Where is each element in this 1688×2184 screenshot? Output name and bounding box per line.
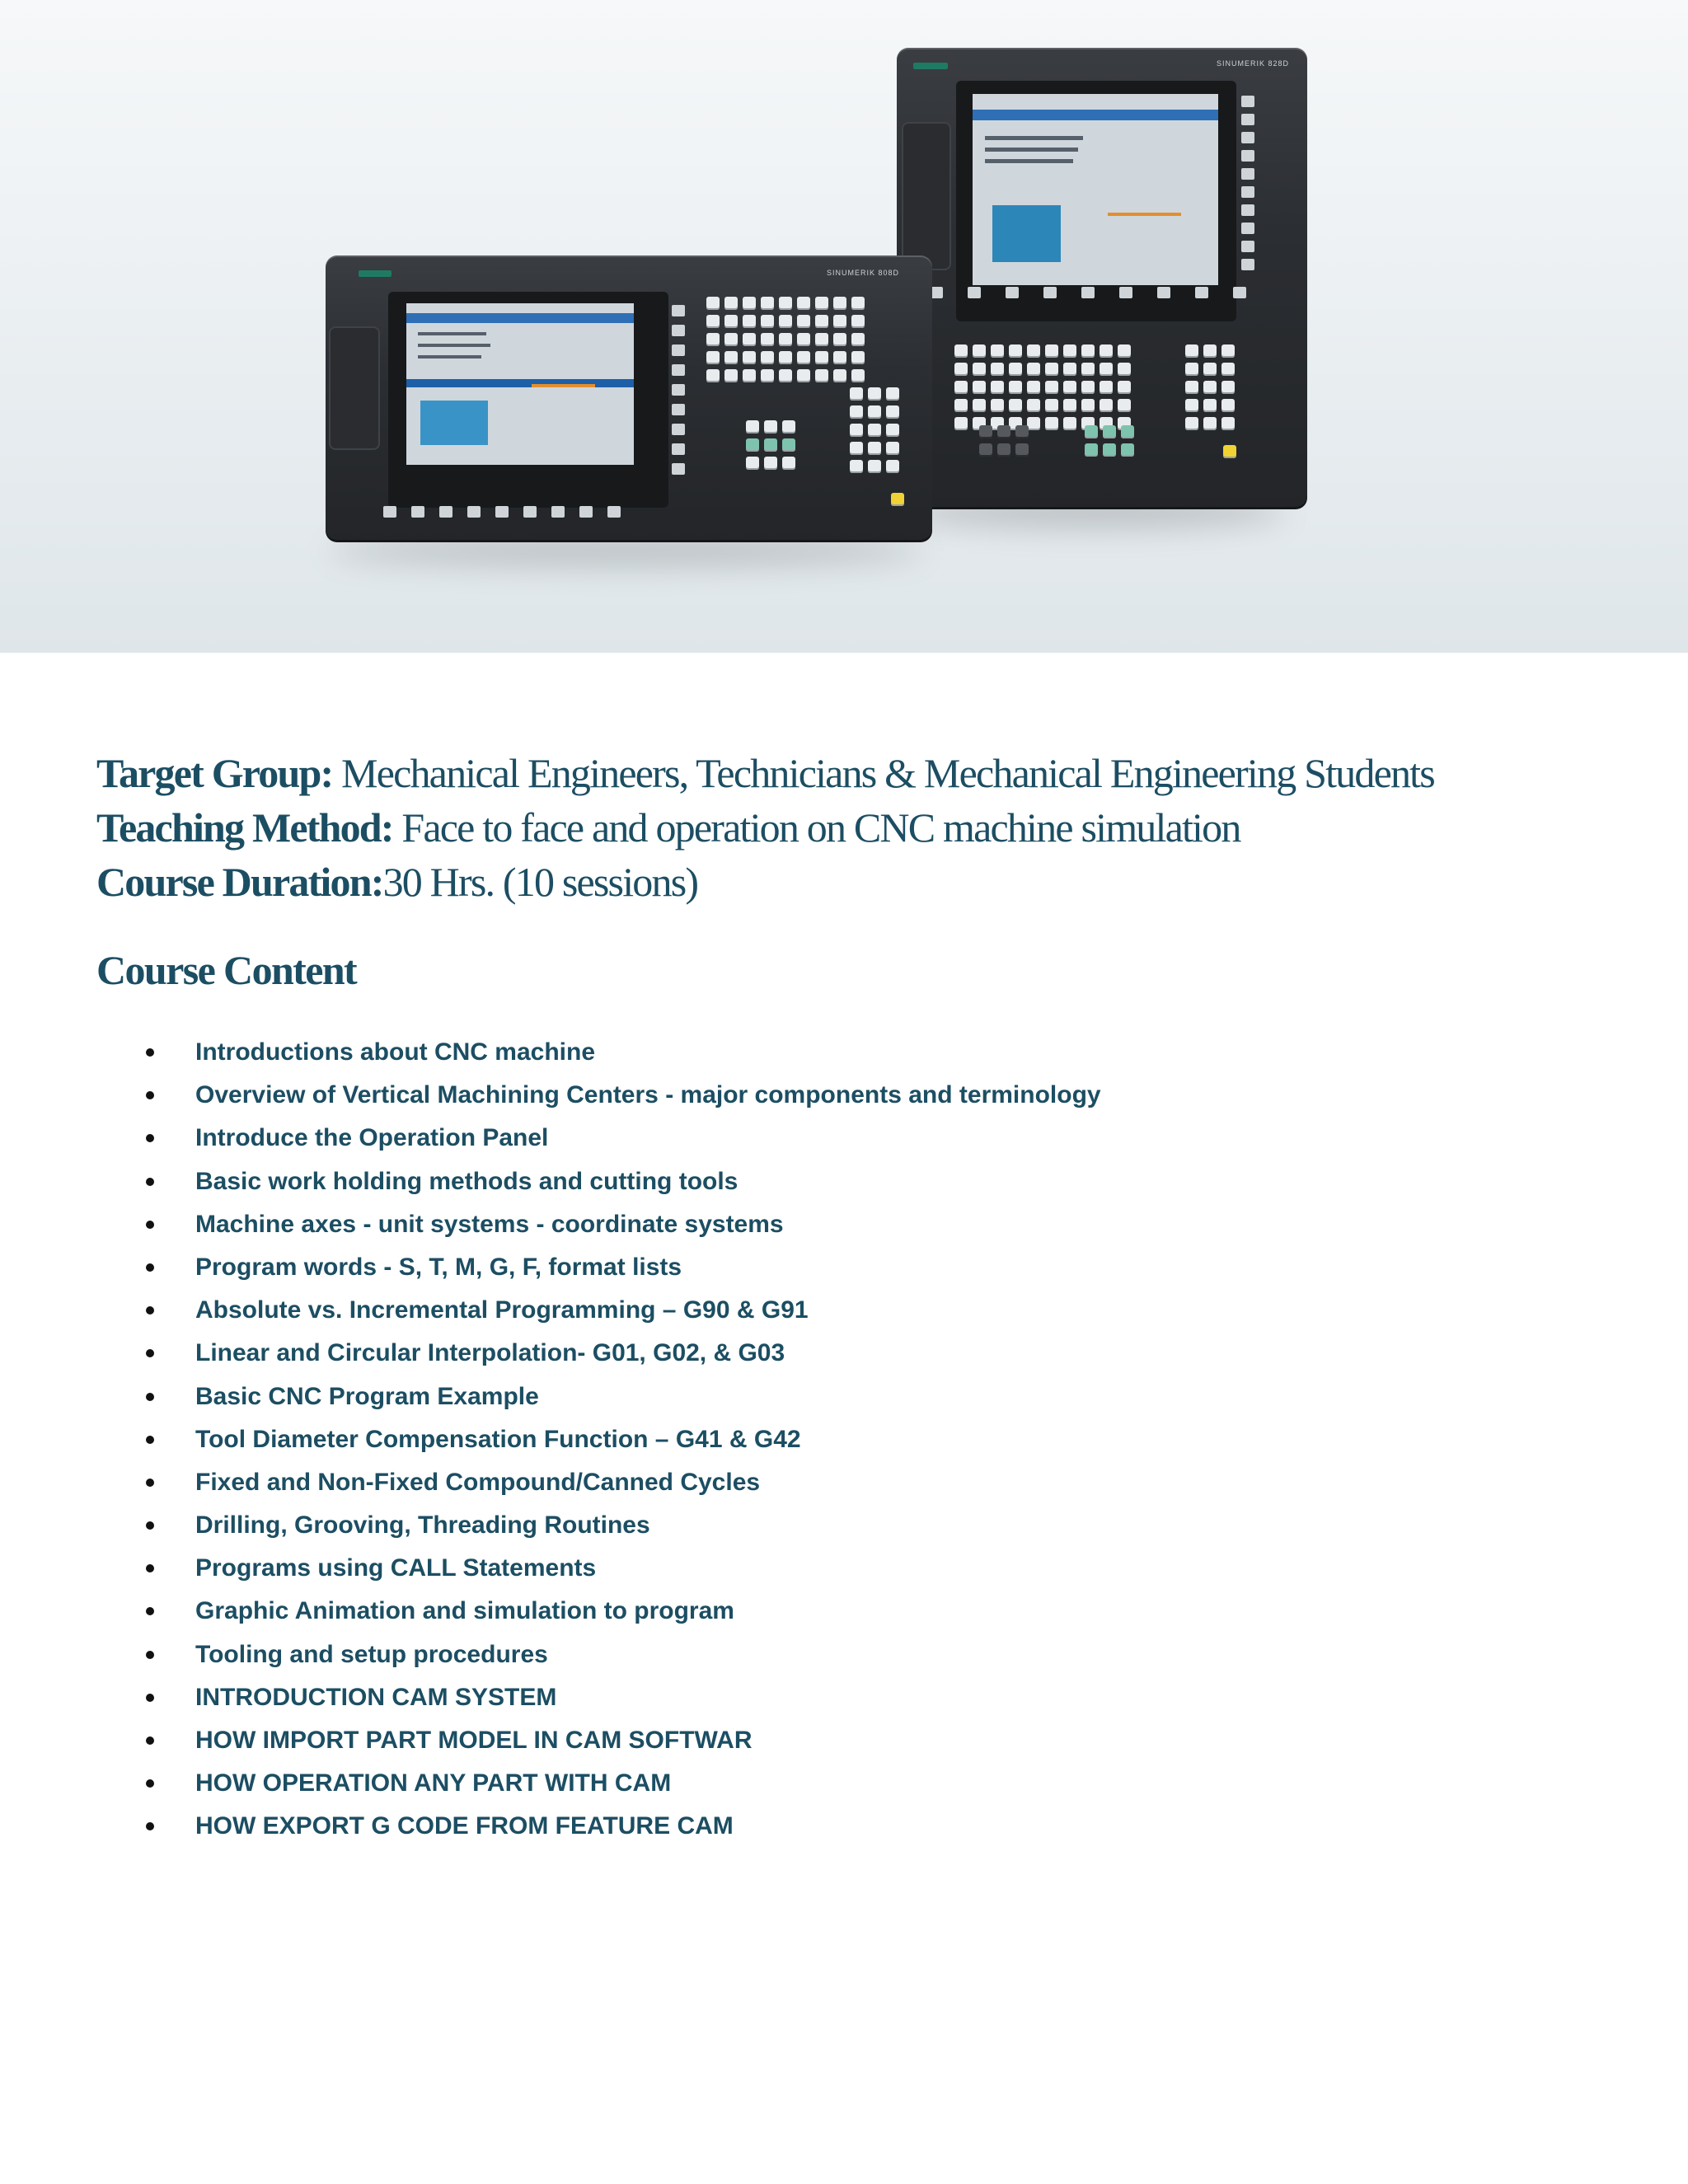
- list-item: [96, 1680, 1629, 1722]
- keypad-key: [833, 351, 846, 364]
- keypad-key: [746, 420, 759, 434]
- keypad-key: [1027, 363, 1040, 376]
- keypad-key: [706, 315, 720, 328]
- topic-text: Tool Diameter Compensation Function – G41 & G42: [195, 1425, 801, 1453]
- keypad-key: [706, 351, 720, 364]
- softkey: [411, 506, 424, 518]
- keypad-key: [746, 438, 759, 452]
- softkey: [1241, 150, 1254, 162]
- softkey: [1241, 96, 1254, 107]
- keypad-key: [991, 381, 1004, 394]
- keypad-key: [1081, 381, 1095, 394]
- keypad-key: [973, 344, 986, 358]
- keypad-key: [954, 344, 968, 358]
- keypad-key: [979, 425, 992, 438]
- topic-text: Tooling and setup procedures: [195, 1640, 548, 1668]
- keypad-key: [761, 297, 774, 310]
- keypad-key: [724, 333, 738, 346]
- keypad-key: [743, 351, 756, 364]
- screen-bar: [406, 379, 634, 387]
- keypad-key: [886, 460, 899, 473]
- softkey: [607, 506, 621, 518]
- softkey: [439, 506, 452, 518]
- keypad-key: [743, 297, 756, 310]
- keypad-key: [1063, 381, 1076, 394]
- keypad-key: [954, 417, 968, 430]
- softkey: [1241, 168, 1254, 180]
- topic-text: Absolute vs. Incremental Programming – G90 & G91: [195, 1296, 809, 1324]
- list-item: [96, 1465, 1629, 1507]
- list-item: [96, 1207, 1629, 1249]
- keypad-key: [779, 333, 792, 346]
- list-item: [96, 1593, 1629, 1636]
- softkey: [672, 364, 685, 376]
- topic-text: Fixed and Non-Fixed Compound/Canned Cycles: [195, 1468, 761, 1496]
- keypad-key: [1085, 443, 1098, 457]
- softkey: [672, 424, 685, 435]
- keypad-key: [851, 351, 865, 364]
- keypad-key: [706, 333, 720, 346]
- keypad-key: [1027, 344, 1040, 358]
- topic-text: Program words - S, T, M, G, F, format lists: [195, 1253, 682, 1281]
- keypad-key: [706, 369, 720, 382]
- keypad-key: [1203, 344, 1217, 358]
- keypad-key: [1203, 417, 1217, 430]
- keypad-key: [868, 442, 881, 455]
- keypad-key: [782, 457, 795, 470]
- keypad-key: [743, 333, 756, 346]
- topic-text: Introduce the Operation Panel: [195, 1124, 549, 1152]
- keypad-key: [1221, 344, 1235, 358]
- screen-row: [985, 148, 1078, 152]
- keypad-key: [833, 369, 846, 382]
- list-item: [96, 1335, 1629, 1378]
- teaching-method-value: Face to face and operation on CNC machine simulation: [392, 804, 1240, 851]
- bullet-icon: [146, 1306, 154, 1315]
- keypad-key: [1015, 425, 1029, 438]
- keypad-key: [1045, 417, 1058, 430]
- keypad-key: [997, 443, 1010, 457]
- keypad-key: [891, 493, 904, 506]
- keypad-key: [991, 363, 1004, 376]
- softkey: [672, 344, 685, 356]
- softkey: [672, 325, 685, 336]
- keypad-key: [761, 315, 774, 328]
- keypad-key: [797, 315, 810, 328]
- course-info: [96, 746, 1629, 1852]
- softkey: [1241, 114, 1254, 125]
- softkey: [1081, 287, 1095, 298]
- softkey: [1241, 259, 1254, 270]
- keypad-key: [1221, 399, 1235, 412]
- softkey: [672, 443, 685, 455]
- list-item: [96, 1120, 1629, 1163]
- keypad-key: [1100, 381, 1113, 394]
- brand-tag: [913, 63, 948, 69]
- keypad-key: [815, 333, 828, 346]
- keypad-key: [1063, 363, 1076, 376]
- topic-text: Basic work holding methods and cutting tools: [195, 1167, 738, 1195]
- keypad-key: [761, 369, 774, 382]
- cnc-screen: [406, 303, 634, 465]
- bullet-icon: [146, 1779, 154, 1788]
- keypad-key: [1121, 443, 1134, 457]
- list-item: [96, 1550, 1629, 1593]
- screen-frame: [388, 292, 668, 508]
- bullet-icon: [146, 1091, 154, 1099]
- keypad-key: [886, 424, 899, 437]
- softkey: [672, 463, 685, 475]
- keypad-key: [743, 369, 756, 382]
- keypad-key: [1009, 363, 1022, 376]
- topic-text: Basic CNC Program Example: [195, 1382, 539, 1410]
- keypad-key: [1063, 344, 1076, 358]
- keypad-key: [886, 442, 899, 455]
- list-item: [96, 1507, 1629, 1550]
- keypad-key: [886, 387, 899, 401]
- list-item: [96, 1077, 1629, 1120]
- keypad-key: [724, 315, 738, 328]
- keypad-key: [724, 369, 738, 382]
- keypad-key: [1221, 381, 1235, 394]
- keypad-key: [1121, 425, 1134, 438]
- keypad-key: [1009, 344, 1022, 358]
- softkey: [1195, 287, 1208, 298]
- keypad-key: [1118, 363, 1131, 376]
- keypad-key: [1085, 425, 1098, 438]
- topic-text: INTRODUCTION CAM SYSTEM: [195, 1683, 557, 1711]
- bullet-icon: [146, 1607, 154, 1615]
- keypad-key: [868, 424, 881, 437]
- target-group-label: Target Group:: [96, 750, 333, 796]
- teaching-method: [96, 800, 1629, 855]
- keypad-key: [991, 399, 1004, 412]
- keypad-key: [815, 351, 828, 364]
- keypad-key: [979, 443, 992, 457]
- keypad-key: [1221, 417, 1235, 430]
- panel-model-label: SINUMERIK 808D: [826, 269, 899, 277]
- list-item: [96, 1722, 1629, 1765]
- softkey: [672, 404, 685, 415]
- screen-row: [985, 136, 1083, 140]
- bullet-icon: [146, 1349, 154, 1357]
- keypad-key: [764, 420, 777, 434]
- list-item: [96, 1765, 1629, 1808]
- keypad-key: [850, 460, 863, 473]
- keypad-key: [954, 399, 968, 412]
- screen-row: [985, 159, 1073, 163]
- keypad-key: [724, 351, 738, 364]
- keypad-key: [1185, 417, 1198, 430]
- keypad-key: [1045, 399, 1058, 412]
- list-item: [96, 1034, 1629, 1077]
- panel-hinge: [329, 326, 380, 450]
- keypad-key: [868, 405, 881, 419]
- keypad-key: [1081, 399, 1095, 412]
- keypad-key: [851, 369, 865, 382]
- topic-text: Graphic Animation and simulation to program: [195, 1597, 734, 1625]
- keypad-key: [1063, 399, 1076, 412]
- softkey: [383, 506, 396, 518]
- softkey: [672, 305, 685, 316]
- keypad-key: [1223, 445, 1236, 458]
- keypad-key: [815, 369, 828, 382]
- keypad-key: [764, 438, 777, 452]
- list-item: [96, 1808, 1629, 1851]
- keypad-key: [1203, 381, 1217, 394]
- keypad-key: [1081, 363, 1095, 376]
- bullet-icon: [146, 1651, 154, 1659]
- keypad-key: [797, 351, 810, 364]
- softkey: [1241, 223, 1254, 234]
- keypad-key: [1185, 381, 1198, 394]
- softkey: [579, 506, 593, 518]
- topic-text: HOW OPERATION ANY PART WITH CAM: [195, 1769, 672, 1797]
- bullet-icon: [146, 1393, 154, 1401]
- bullet-icon: [146, 1436, 154, 1444]
- keypad-key: [973, 381, 986, 394]
- keypad-key: [973, 399, 986, 412]
- keypad-key: [761, 333, 774, 346]
- bullet-icon: [146, 1134, 154, 1142]
- softkey: [551, 506, 565, 518]
- bullet-icon: [146, 1521, 154, 1530]
- keypad-key: [1185, 363, 1198, 376]
- bullet-icon: [146, 1736, 154, 1745]
- bullet-icon: [146, 1048, 154, 1057]
- keypad-key: [850, 387, 863, 401]
- keypad-key: [1015, 443, 1029, 457]
- softkey: [1241, 132, 1254, 143]
- keypad-key: [1009, 381, 1022, 394]
- bullet-icon: [146, 1178, 154, 1186]
- keypad-key: [761, 351, 774, 364]
- softkey: [467, 506, 481, 518]
- list-item: [96, 1292, 1629, 1335]
- keypad-key: [868, 460, 881, 473]
- keypad-key: [1203, 399, 1217, 412]
- keypad-key: [833, 333, 846, 346]
- keypad-key: [782, 438, 795, 452]
- bullet-icon: [146, 1822, 154, 1830]
- target-group-value: Mechanical Engineers, Technicians & Mechanical Engineering Students: [332, 750, 1434, 796]
- softkey: [672, 384, 685, 396]
- keypad-key: [973, 363, 986, 376]
- list-item: [96, 1637, 1629, 1680]
- keypad-key: [1027, 417, 1040, 430]
- keypad-key: [850, 405, 863, 419]
- keypad-key: [1118, 381, 1131, 394]
- bullet-icon: [146, 1694, 154, 1702]
- softkey: [1006, 287, 1019, 298]
- keypad-key: [1100, 363, 1113, 376]
- keypad-key: [991, 344, 1004, 358]
- keypad-key: [997, 425, 1010, 438]
- cnc-screen: [973, 94, 1218, 285]
- screen-frame: [956, 81, 1236, 321]
- screen-row: [532, 384, 595, 387]
- keypad-key: [743, 315, 756, 328]
- keypad-key: [1009, 399, 1022, 412]
- keypad-key: [1027, 399, 1040, 412]
- bullet-icon: [146, 1221, 154, 1229]
- keypad-key: [724, 297, 738, 310]
- bullet-icon: [146, 1479, 154, 1487]
- screen-bar: [973, 110, 1218, 121]
- screen-row: [418, 344, 490, 347]
- softkey: [1233, 287, 1246, 298]
- brand-tag: [359, 270, 392, 277]
- screen-bar: [406, 313, 634, 323]
- keypad-key: [797, 333, 810, 346]
- keypad-key: [1045, 363, 1058, 376]
- screen-row: [1108, 213, 1181, 217]
- keypad-key: [782, 420, 795, 434]
- topic-text: Overview of Vertical Machining Centers - major components and terminology: [195, 1081, 1101, 1109]
- screen-graphic: [420, 401, 489, 446]
- list-item: [96, 1249, 1629, 1292]
- topic-text: Introductions about CNC machine: [195, 1038, 596, 1066]
- topic-text: Programs using CALL Statements: [195, 1554, 597, 1582]
- keypad-key: [1045, 344, 1058, 358]
- keypad-key: [833, 297, 846, 310]
- cnc-panel-back: [897, 48, 1307, 509]
- keypad-key: [850, 424, 863, 437]
- course-duration: [96, 855, 1629, 909]
- keypad-key: [1045, 381, 1058, 394]
- keypad-key: [851, 297, 865, 310]
- keypad-key: [779, 351, 792, 364]
- keypad-key: [779, 369, 792, 382]
- keypad-key: [1063, 417, 1076, 430]
- keypad-key: [851, 333, 865, 346]
- keypad-key: [1100, 399, 1113, 412]
- keypad-key: [746, 457, 759, 470]
- keypad-key: [815, 297, 828, 310]
- keypad-key: [1081, 344, 1095, 358]
- keypad-key: [764, 457, 777, 470]
- list-item: [96, 1379, 1629, 1422]
- keypad-key: [1221, 363, 1235, 376]
- course-content-heading: Course Content: [96, 947, 357, 993]
- keypad-key: [1027, 381, 1040, 394]
- list-item: [96, 1164, 1629, 1207]
- screen-graphic: [992, 205, 1061, 263]
- softkey: [1157, 287, 1170, 298]
- keypad-key: [797, 297, 810, 310]
- keypad-key: [779, 297, 792, 310]
- softkey: [1241, 241, 1254, 252]
- softkey: [1119, 287, 1132, 298]
- topic-text: HOW IMPORT PART MODEL IN CAM SOFTWAR: [195, 1727, 753, 1754]
- cnc-panel-front: [326, 255, 932, 542]
- softkey: [495, 506, 509, 518]
- teaching-method-label: Teaching Method:: [96, 804, 393, 851]
- keypad-key: [1203, 363, 1217, 376]
- keypad-key: [1185, 344, 1198, 358]
- screen-row: [418, 332, 486, 335]
- keypad-key: [1118, 399, 1131, 412]
- course-duration-label: Course Duration:: [96, 859, 383, 905]
- keypad-key: [797, 369, 810, 382]
- topic-text: HOW EXPORT G CODE FROM FEATURE CAM: [195, 1812, 734, 1840]
- keypad-key: [954, 381, 968, 394]
- keypad-key: [851, 315, 865, 328]
- hero-image: [0, 0, 1688, 653]
- keypad-key: [1100, 344, 1113, 358]
- softkey: [523, 506, 537, 518]
- topic-text: Linear and Circular Interpolation- G01, G02, & G03: [195, 1339, 785, 1367]
- course-duration-value: 30 Hrs. (10 sessions): [382, 859, 698, 905]
- keypad-key: [706, 297, 720, 310]
- softkey: [1241, 186, 1254, 198]
- panel-model-label: SINUMERIK 828D: [1216, 59, 1289, 68]
- keypad-key: [1103, 443, 1116, 457]
- keypad-key: [1185, 399, 1198, 412]
- course-topic-list: [96, 1034, 1629, 1852]
- keypad-key: [868, 387, 881, 401]
- bullet-icon: [146, 1564, 154, 1572]
- topic-text: Drilling, Grooving, Threading Routines: [195, 1511, 650, 1540]
- bullet-icon: [146, 1263, 154, 1272]
- softkey: [1043, 287, 1057, 298]
- keypad-key: [1118, 344, 1131, 358]
- keypad-key: [954, 363, 968, 376]
- keypad-key: [815, 315, 828, 328]
- target-group: [96, 746, 1629, 800]
- panel-hinge: [902, 122, 951, 270]
- keypad-key: [886, 405, 899, 419]
- softkey: [1241, 204, 1254, 216]
- topic-text: Machine axes - unit systems - coordinate systems: [195, 1210, 784, 1238]
- keypad-key: [833, 315, 846, 328]
- keypad-key: [779, 315, 792, 328]
- list-item: [96, 1422, 1629, 1465]
- keypad-key: [1103, 425, 1116, 438]
- keypad-key: [850, 442, 863, 455]
- softkey: [968, 287, 981, 298]
- screen-row: [418, 355, 481, 359]
